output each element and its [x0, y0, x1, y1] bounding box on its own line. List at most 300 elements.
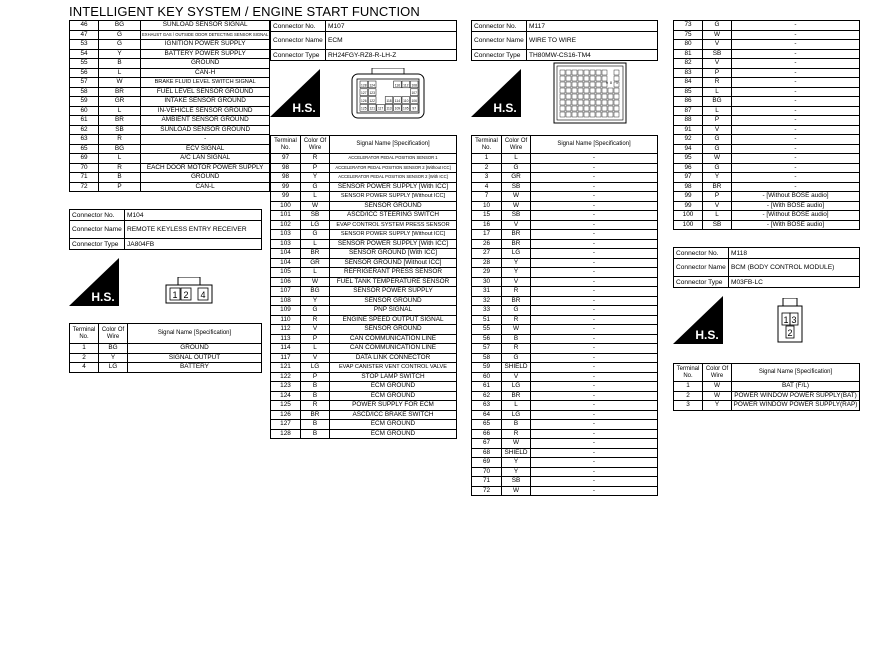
- pin-label: 1: [172, 290, 178, 300]
- connector-no: M107: [326, 21, 457, 32]
- pin-cell: [566, 76, 571, 81]
- signal-name-cell: -: [531, 334, 658, 344]
- pin-cell: [584, 88, 589, 93]
- terminal-no-cell: 3: [674, 401, 703, 411]
- pin-cell: [584, 70, 589, 75]
- pin-cell: [590, 88, 595, 93]
- table-row: [70, 125, 270, 135]
- terminal-no-cell: 57: [472, 344, 502, 354]
- m118-info-block: [673, 247, 860, 288]
- header-signal: Signal Name [Specification]: [330, 136, 457, 154]
- signal-name-cell: -: [531, 353, 658, 363]
- wire-color-cell: P: [301, 372, 330, 382]
- terminal-no-cell: 122: [271, 372, 301, 382]
- signal-name-cell: INTAKE SENSOR GROUND: [141, 97, 270, 107]
- wire-color-cell: Y: [99, 353, 128, 363]
- pin-cell: [602, 106, 607, 111]
- signal-name-cell: CAN COMMUNICATION LINE: [330, 334, 457, 344]
- table-row: [472, 334, 658, 344]
- wire-color-cell: SHIELD: [502, 363, 531, 373]
- pin-label: 107: [411, 91, 417, 96]
- table-row: [271, 315, 457, 325]
- terminal-no-cell: 110: [271, 315, 301, 325]
- wire-color-cell: W: [99, 78, 141, 88]
- signal-name-cell: ECM GROUND: [330, 420, 457, 430]
- table-row: [70, 106, 270, 116]
- pin-cell: [584, 82, 589, 87]
- pin-label: 118: [386, 98, 392, 103]
- signal-name-cell: -: [531, 315, 658, 325]
- pin-cell: [596, 88, 601, 93]
- signal-name-cell: -: [732, 182, 860, 192]
- terminal-no-cell: 112: [271, 325, 301, 335]
- terminal-no-cell: 82: [674, 59, 703, 69]
- signal-name-cell: SENSOR GROUND [Without ICC]: [330, 258, 457, 268]
- signal-name-cell: -: [531, 382, 658, 392]
- wire-color-cell: LG: [301, 220, 330, 230]
- table-row: [674, 59, 860, 69]
- signal-name-cell: SUNLOAD SENSOR GROUND: [141, 125, 270, 135]
- terminal-no-cell: 62: [70, 125, 99, 135]
- wire-color-cell: B: [301, 391, 330, 401]
- signal-name-cell: - [With BOSE audio]: [732, 220, 860, 230]
- pin-cell: [602, 70, 607, 75]
- terminal-no-cell: 126: [271, 410, 301, 420]
- wire-color-cell: L: [301, 268, 330, 278]
- wire-color-cell: W: [502, 439, 531, 449]
- table-row: [70, 363, 262, 373]
- connector-name: ECM: [326, 32, 457, 50]
- wire-color-cell: R: [99, 135, 141, 145]
- wire-color-cell: BR: [99, 116, 141, 126]
- signal-name-cell: CAN-H: [141, 68, 270, 78]
- wire-color-cell: W: [301, 277, 330, 287]
- table-row: [70, 163, 270, 173]
- terminal-no-cell: 55: [472, 325, 502, 335]
- terminal-no-cell: 64: [472, 410, 502, 420]
- wire-color-cell: SB: [703, 220, 732, 230]
- signal-name-cell: STOP LAMP SWITCH: [330, 372, 457, 382]
- terminal-no-cell: 65: [472, 420, 502, 430]
- signal-name-cell: SENSOR POWER SUPPLY [With ICC]: [330, 182, 457, 192]
- terminal-no-cell: 69: [70, 154, 99, 164]
- pin-cell: [572, 82, 577, 87]
- terminal-no-cell: 59: [472, 363, 502, 373]
- signal-name-cell: ASCD/ICC STEERING SWITCH: [330, 211, 457, 221]
- signal-name-cell: -: [531, 211, 658, 221]
- table-row: [674, 49, 860, 59]
- wire-color-cell: V: [301, 353, 330, 363]
- m107-pin-grid: [360, 81, 418, 111]
- signal-name-cell: -: [732, 78, 860, 88]
- terminal-no-cell: 80: [674, 40, 703, 50]
- wire-color-cell: BG: [99, 344, 128, 354]
- pin-cell: [566, 88, 571, 93]
- table-row: [271, 201, 457, 211]
- signal-name-cell: -: [732, 87, 860, 97]
- m117-info: [471, 20, 658, 61]
- table-row: [472, 249, 658, 259]
- wire-color-cell: Y: [502, 458, 531, 468]
- terminal-no-cell: 97: [674, 173, 703, 183]
- pin-cell: [566, 100, 571, 105]
- pin-cell: [578, 94, 583, 99]
- signal-name-cell: -: [531, 429, 658, 439]
- terminal-no-cell: 117: [271, 353, 301, 363]
- m117-info-block: [471, 20, 658, 61]
- signal-name-cell: -: [531, 154, 658, 164]
- connector-type: TH80MW-CS16-TM4: [527, 50, 658, 61]
- signal-name-cell: -: [732, 135, 860, 145]
- signal-name-cell: -: [531, 296, 658, 306]
- terminal-no-cell: 10: [472, 201, 502, 211]
- terminal-no-cell: 105: [271, 268, 301, 278]
- terminal-no-cell: 97: [271, 154, 301, 164]
- pin-cell: [560, 82, 565, 87]
- terminal-no-cell: 100: [271, 201, 301, 211]
- signal-name-cell: -: [531, 287, 658, 297]
- terminal-no-cell: 32: [472, 296, 502, 306]
- terminal-no-cell: 2: [472, 163, 502, 173]
- table-row: [674, 68, 860, 78]
- signal-name-cell: SENSOR POWER SUPPLY: [330, 287, 457, 297]
- signal-name-cell: SENSOR POWER SUPPLY [With ICC]: [330, 239, 457, 249]
- wire-color-cell: L: [502, 154, 531, 164]
- table-row: [271, 268, 457, 278]
- table-row: [472, 448, 658, 458]
- wire-color-cell: V: [301, 325, 330, 335]
- terminal-no-cell: 98: [674, 182, 703, 192]
- terminal-no-cell: 15: [472, 211, 502, 221]
- terminal-no-cell: 58: [472, 353, 502, 363]
- pin-label: 127: [361, 91, 367, 96]
- connector-type-label: Connector Type: [674, 277, 729, 288]
- connector-type: RH24FGY-RZ8-R-LH-Z: [326, 50, 457, 61]
- m117-terminal-block: [471, 135, 658, 496]
- wire-color-cell: L: [502, 401, 531, 411]
- hs-label: H.S.: [91, 290, 115, 304]
- wire-color-cell: V: [502, 220, 531, 230]
- signal-name-cell: -: [531, 201, 658, 211]
- connector-name-label: Connector Name: [674, 259, 729, 277]
- wire-color-cell: BR: [703, 182, 732, 192]
- pin-label: 114: [394, 98, 401, 103]
- m104-terminal-block: [69, 323, 262, 373]
- m118-terminal-block: [673, 363, 860, 411]
- connector-type-label: Connector Type: [271, 50, 326, 61]
- table-row: [271, 249, 457, 259]
- table-row: [674, 211, 860, 221]
- wire-color-cell: GR: [99, 97, 141, 107]
- connector-name-label: Connector Name: [271, 32, 326, 50]
- table-row: [472, 325, 658, 335]
- signal-name-cell: ENGINE SPEED OUTPUT SIGNAL: [330, 315, 457, 325]
- table-row: [472, 192, 658, 202]
- signal-name-cell: -: [732, 49, 860, 59]
- terminal-no-cell: 98: [271, 163, 301, 173]
- pin-cell: [566, 112, 571, 117]
- signal-name-cell: SIGNAL OUTPUT: [128, 353, 262, 363]
- header-terminal: Terminal No.: [472, 136, 502, 154]
- table-row: [472, 315, 658, 325]
- table-row: [271, 372, 457, 382]
- wire-color-cell: L: [99, 68, 141, 78]
- signal-name-cell: IGNITION POWER SUPPLY: [141, 40, 270, 50]
- wire-color-cell: B: [301, 429, 330, 439]
- signal-name-cell: SENSOR GROUND: [330, 201, 457, 211]
- terminal-no-cell: 63: [472, 401, 502, 411]
- wire-color-cell: W: [301, 201, 330, 211]
- pin-label: 105: [403, 106, 409, 111]
- signal-name-cell: -: [732, 30, 860, 40]
- signal-name-cell: POWER WINDOW POWER SUPPLY(BAT): [732, 391, 860, 401]
- terminal-no-cell: 87: [674, 106, 703, 116]
- table-row: [674, 391, 860, 401]
- pin-label: 1: [616, 81, 618, 85]
- signal-name-cell: -: [531, 410, 658, 420]
- table-row: [271, 363, 457, 373]
- terminal-no-cell: 102: [271, 220, 301, 230]
- signal-name-cell: ACCELERATOR PEDAL POSITION SENSOR 2 [With ICC]: [330, 173, 457, 183]
- wire-color-cell: V: [703, 201, 732, 211]
- header-signal: Signal Name [Specification]: [732, 364, 860, 382]
- pin-cell: [590, 100, 595, 105]
- pin-cell: [608, 112, 613, 117]
- pin-cell: [560, 88, 565, 93]
- terminal-no-cell: 72: [472, 486, 502, 496]
- wire-color-cell: G: [703, 135, 732, 145]
- hs-harness-side-icon: [69, 258, 121, 306]
- wire-color-cell: L: [301, 344, 330, 354]
- table-row: [271, 192, 457, 202]
- signal-name-cell: -: [732, 154, 860, 164]
- wire-color-cell: BR: [502, 296, 531, 306]
- m104-info: [69, 209, 262, 250]
- terminal-no-cell: 109: [271, 306, 301, 316]
- signal-name-cell: SENSOR POWER SUPPLY [Without ICC]: [330, 192, 457, 202]
- wire-color-cell: SHIELD: [502, 448, 531, 458]
- pin-cell: [572, 106, 577, 111]
- pin-cell: [596, 112, 601, 117]
- wire-color-cell: G: [301, 182, 330, 192]
- signal-name-cell: -: [531, 448, 658, 458]
- wire-color-cell: R: [301, 401, 330, 411]
- pin-label: 3: [791, 315, 797, 325]
- table-row: [674, 135, 860, 145]
- pin-label: 2: [183, 290, 189, 300]
- signal-name-cell: - [Without BOSE audio]: [732, 211, 860, 221]
- signal-name-cell: GROUND: [141, 173, 270, 183]
- table-row: [674, 382, 860, 392]
- signal-name-cell: -: [531, 420, 658, 430]
- terminal-no-cell: 60: [472, 372, 502, 382]
- terminal-no-cell: 3: [472, 173, 502, 183]
- wire-color-cell: G: [301, 306, 330, 316]
- signal-name-cell: -: [531, 230, 658, 240]
- wire-color-cell: Y: [502, 258, 531, 268]
- signal-name-cell: -: [531, 220, 658, 230]
- signal-name-cell: ECM GROUND: [330, 382, 457, 392]
- table-row: [674, 116, 860, 126]
- table-row: [674, 220, 860, 230]
- pin-label: 106: [411, 98, 417, 103]
- pin-cell: [602, 94, 607, 99]
- pin-cell: [608, 94, 613, 99]
- header-signal: Signal Name [Specification]: [531, 136, 658, 154]
- table-a: [69, 20, 270, 192]
- table-row: [472, 372, 658, 382]
- table-row: [271, 296, 457, 306]
- pin-label: 126: [361, 98, 367, 103]
- signal-name-cell: -: [732, 68, 860, 78]
- signal-name-cell: -: [531, 258, 658, 268]
- terminal-no-cell: 99: [674, 201, 703, 211]
- terminal-no-cell: 71: [472, 477, 502, 487]
- pin-cell: [614, 100, 619, 105]
- pin-cell: [590, 94, 595, 99]
- terminal-no-cell: 61: [472, 382, 502, 392]
- wire-color-cell: LG: [99, 363, 128, 373]
- pin-label: 97: [412, 106, 417, 111]
- wire-color-cell: P: [99, 182, 141, 192]
- pin-cell: [578, 76, 583, 81]
- pin-cell: [578, 70, 583, 75]
- table-row: [472, 382, 658, 392]
- signal-name-cell: ACCELERATOR PEDAL POSITION SENSOR 1: [330, 154, 457, 164]
- table-row: [70, 173, 270, 183]
- terminal-no-cell: 66: [472, 429, 502, 439]
- pin-cell: [602, 100, 607, 105]
- pin-cell: [602, 88, 607, 93]
- wire-color-cell: G: [99, 40, 141, 50]
- signal-name-cell: REFRIGERANT PRESS SENSOR: [330, 268, 457, 278]
- terminal-no-cell: 99: [271, 182, 301, 192]
- wire-color-cell: G: [502, 306, 531, 316]
- wire-color-cell: L: [99, 154, 141, 164]
- pin-label: 110: [403, 98, 409, 103]
- m117-terminal-table: [471, 135, 658, 496]
- signal-name-cell: ASCD/ICC BRAKE SWITCH: [330, 410, 457, 420]
- signal-name-cell: -: [531, 173, 658, 183]
- connector-name-label: Connector Name: [70, 221, 125, 239]
- wire-color-cell: Y: [703, 173, 732, 183]
- table-row: [271, 420, 457, 430]
- wire-color-cell: BR: [301, 410, 330, 420]
- signal-name-cell: GROUND: [141, 59, 270, 69]
- table-row: [674, 78, 860, 88]
- pin-cell: [608, 88, 613, 93]
- pin-label: 121: [369, 106, 375, 111]
- terminal-no-cell: 26: [472, 239, 502, 249]
- wire-color-cell: BG: [301, 287, 330, 297]
- terminal-no-cell: 67: [472, 439, 502, 449]
- wire-color-cell: W: [703, 30, 732, 40]
- signal-name-cell: SENSOR GROUND [With ICC]: [330, 249, 457, 259]
- terminal-no-cell: 65: [70, 144, 99, 154]
- table-row: [70, 59, 270, 69]
- pin-label: 123: [369, 91, 375, 96]
- terminal-no-cell: 17: [472, 230, 502, 240]
- pin-cell: [572, 94, 577, 99]
- terminal-no-cell: 58: [70, 87, 99, 97]
- pin-cell: [614, 70, 619, 75]
- pin-label: 9: [606, 81, 608, 85]
- wire-color-cell: SB: [502, 182, 531, 192]
- connector-no-label: Connector No.: [70, 210, 125, 221]
- terminal-no-cell: 91: [674, 125, 703, 135]
- m117-pin-grid: [560, 70, 619, 117]
- table-row: [271, 258, 457, 268]
- wire-color-cell: R: [301, 154, 330, 164]
- wire-color-cell: R: [502, 315, 531, 325]
- table-row: [70, 116, 270, 126]
- signal-name-cell: FUEL LEVEL SENSOR GROUND: [141, 87, 270, 97]
- terminal-no-cell: 94: [674, 144, 703, 154]
- terminal-no-cell: 88: [674, 116, 703, 126]
- table-row: [674, 40, 860, 50]
- signal-name-cell: A/C LAN SIGNAL: [141, 154, 270, 164]
- terminal-no-cell: 71: [70, 173, 99, 183]
- wire-color-cell: W: [703, 391, 732, 401]
- table-row: [472, 306, 658, 316]
- wire-color-cell: B: [502, 334, 531, 344]
- pin-cell: [572, 70, 577, 75]
- table-row: [674, 125, 860, 135]
- wire-color-cell: P: [703, 116, 732, 126]
- wire-color-cell: G: [703, 144, 732, 154]
- pin-cell: [596, 70, 601, 75]
- hs-label: H.S.: [493, 101, 517, 115]
- pin-cell: [590, 106, 595, 111]
- wire-color-cell: BR: [99, 87, 141, 97]
- table-row: [70, 97, 270, 107]
- table-row: [472, 230, 658, 240]
- pin-cell: [566, 94, 571, 99]
- table-row: [472, 182, 658, 192]
- wire-color-cell: BG: [99, 21, 141, 31]
- table-d-block: [673, 20, 860, 230]
- connector-no: M104: [125, 210, 262, 221]
- wire-color-cell: G: [301, 230, 330, 240]
- pin-cell: [578, 88, 583, 93]
- pin-cell: [566, 106, 571, 111]
- table-row: [70, 87, 270, 97]
- table-row: [271, 154, 457, 164]
- pin-label: 122: [369, 98, 375, 103]
- terminal-no-cell: 29: [472, 268, 502, 278]
- wire-color-cell: P: [703, 192, 732, 202]
- pin-cell: [584, 76, 589, 81]
- wire-color-cell: SB: [703, 49, 732, 59]
- terminal-no-cell: 84: [674, 78, 703, 88]
- table-row: [674, 97, 860, 107]
- signal-name-cell: BRAKE FLUID LEVEL SWITCH SIGNAL: [141, 78, 270, 88]
- pin-cell: [560, 106, 565, 111]
- terminal-no-cell: 2: [674, 391, 703, 401]
- table-row: [271, 391, 457, 401]
- signal-name-cell: POWER SUPPLY FOR ECM: [330, 401, 457, 411]
- terminal-no-cell: 86: [674, 97, 703, 107]
- signal-name-cell: - [Without BOSE audio]: [732, 192, 860, 202]
- signal-name-cell: -: [531, 486, 658, 496]
- table-row: [472, 353, 658, 363]
- table-row: [271, 429, 457, 439]
- wire-color-cell: R: [703, 78, 732, 88]
- wire-color-cell: V: [703, 40, 732, 50]
- terminal-no-cell: 1: [472, 154, 502, 164]
- table-row: [472, 277, 658, 287]
- header-terminal: Terminal No.: [674, 364, 703, 382]
